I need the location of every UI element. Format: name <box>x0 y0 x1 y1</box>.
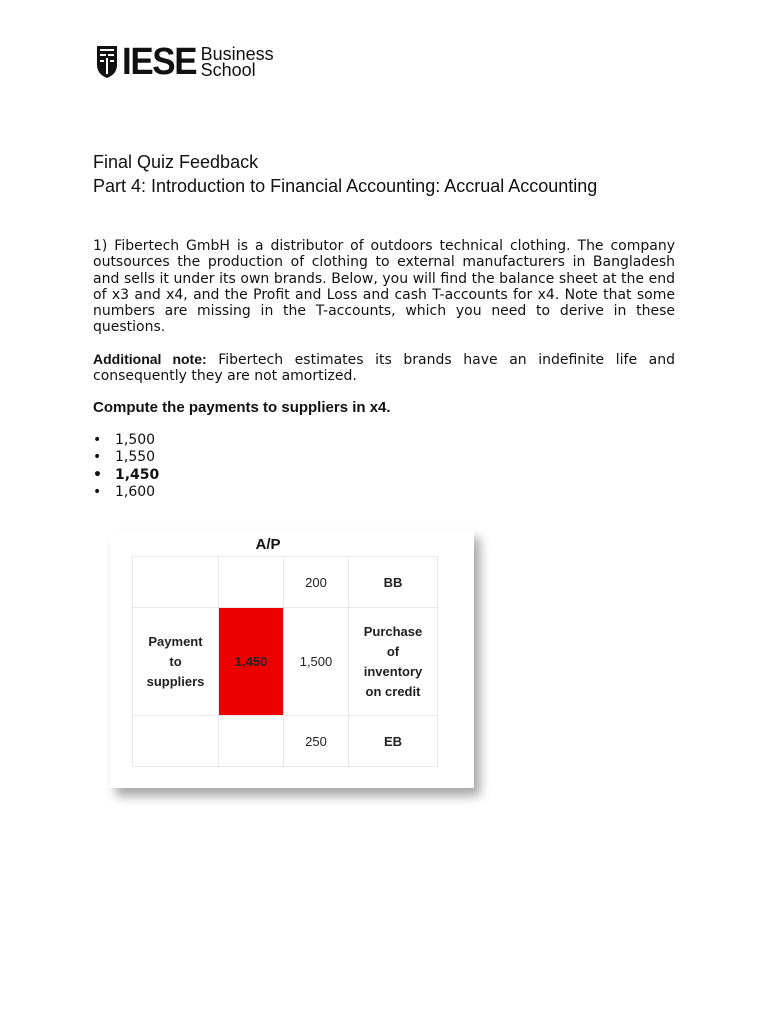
t-account-table <box>132 556 438 767</box>
bb-label: BB <box>349 557 438 608</box>
logo-subtitle: Business School <box>200 44 274 80</box>
answer-option: • 1,500 <box>93 432 159 449</box>
note-label: Additional note: <box>93 351 207 367</box>
table-cell-empty <box>133 716 219 767</box>
question-intro: 1) Fibertech GmbH is a distributor of outdoors technical clothing. The company outsources the production of clothing to external manufacturers in Bangladesh and sells it under its own brands. Below, you will find the balance sheet at the end of x3 and x4, and the Profit and Loss and cash T-accounts for x4. Note that some numbers are missing in the T-accounts, which you need to derive in these questions. <box>93 238 675 336</box>
question-prompt: Compute the payments to suppliers in x4. <box>93 399 391 416</box>
note-text: Fibertech estimates its brands have an indefinite life and consequently they are not amortized. <box>93 352 675 385</box>
answer-option-correct: • 1,450 <box>93 467 159 484</box>
credit-label: Purchase of inventory on credit <box>349 608 438 716</box>
answer-option: • 1,550 <box>93 449 159 466</box>
iese-logo <box>96 41 274 83</box>
page-header <box>93 150 597 198</box>
eb-label: EB <box>349 716 438 767</box>
table-row <box>133 716 438 767</box>
table-cell-empty <box>219 716 284 767</box>
answer-options <box>93 432 159 501</box>
debit-value-highlight: 1,450 <box>219 608 284 716</box>
logo-wordmark: IESE <box>122 41 197 83</box>
bb-value: 200 <box>284 557 349 608</box>
table-row <box>133 608 438 716</box>
table-cell-empty <box>219 557 284 608</box>
t-account-figure <box>110 530 474 788</box>
eb-value: 250 <box>284 716 349 767</box>
answer-option: • 1,600 <box>93 484 159 501</box>
t-account-title: A/P <box>255 536 281 553</box>
page-title: Final Quiz Feedback <box>93 152 259 172</box>
credit-value: 1,500 <box>284 608 349 716</box>
table-row <box>133 557 438 608</box>
table-cell-empty <box>133 557 219 608</box>
additional-note <box>93 351 675 385</box>
page-subtitle: Part 4: Introduction to Financial Accounting: Accrual Accounting <box>93 176 598 196</box>
debit-label: Payment to suppliers <box>133 608 219 716</box>
iese-shield-icon <box>96 45 118 79</box>
